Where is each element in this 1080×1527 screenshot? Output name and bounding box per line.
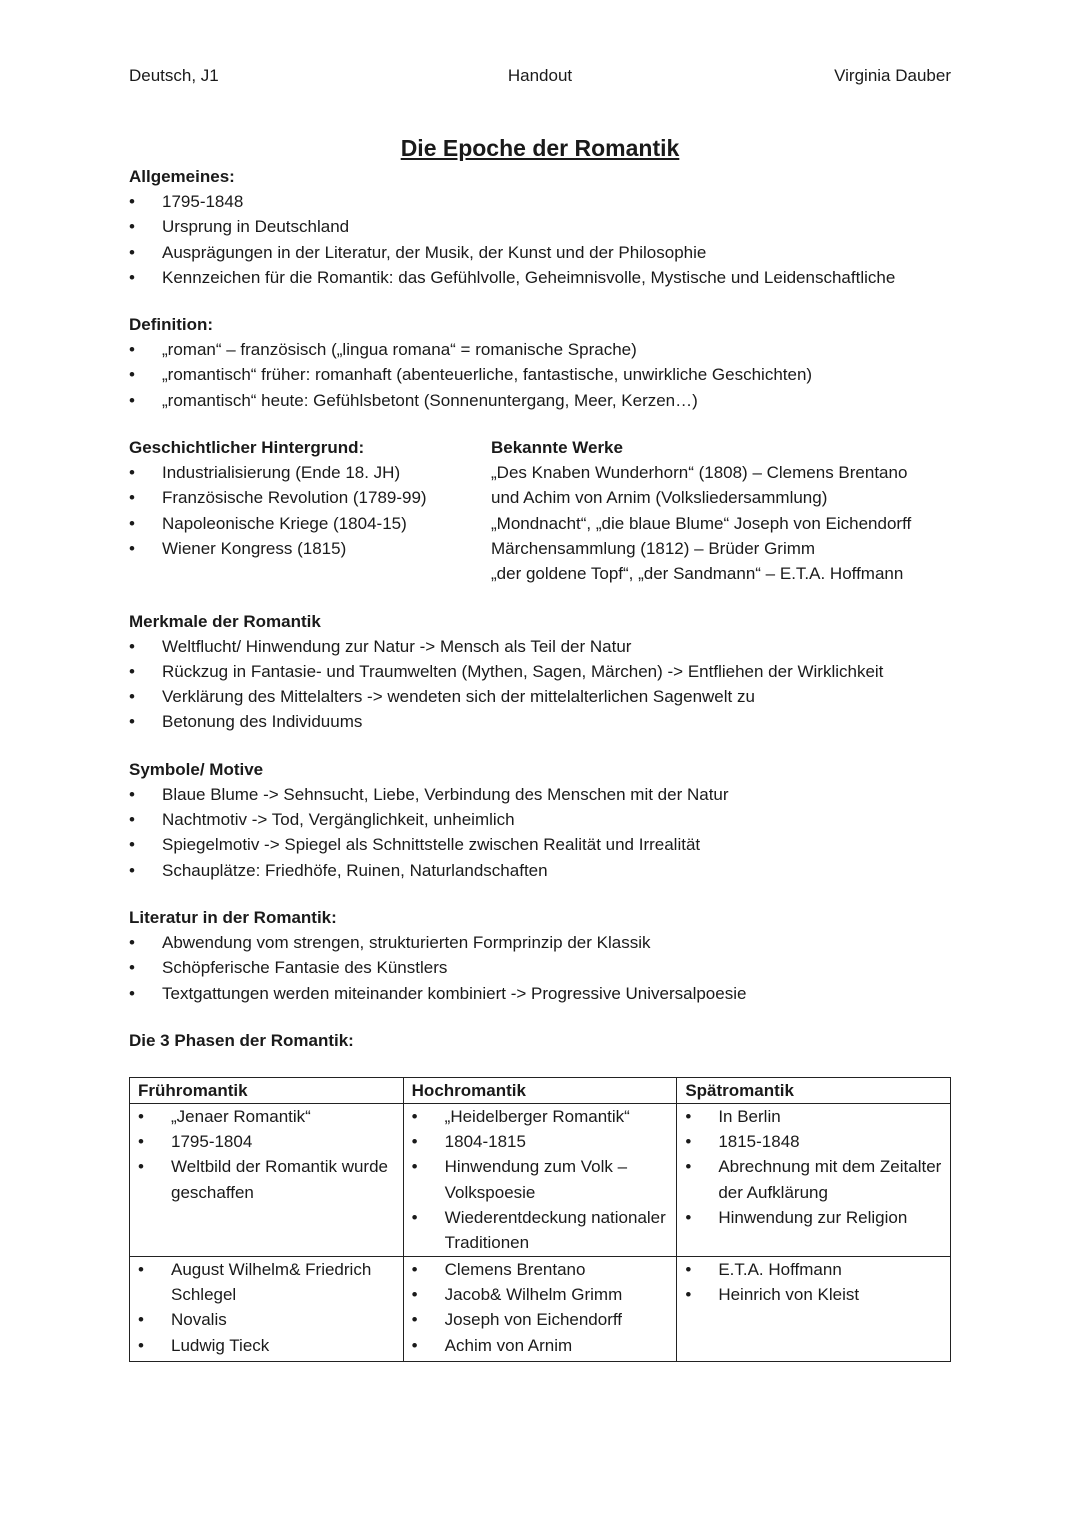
table-cell — [677, 1256, 951, 1361]
list-item: • Heinrich von Kleist — [685, 1282, 942, 1307]
list-item: • Kennzeichen für die Romantik: das Gefühlvolle, Geheimnisvolle, Mystische und Leidenschaftliche — [129, 265, 951, 290]
section-literatur — [129, 905, 951, 1006]
list-item: • Abrechnung mit dem Zeitalter der Aufklärung — [685, 1154, 942, 1205]
list-item: • Abwendung vom strengen, strukturierten Formprinzip der Klassik — [129, 930, 951, 955]
section-hintergrund — [129, 435, 491, 586]
column-header: Hochromantik — [403, 1077, 677, 1103]
section-phasen — [129, 1028, 951, 1362]
section-history-and-works — [129, 435, 951, 586]
table-cell — [130, 1256, 404, 1361]
table-cell — [403, 1256, 677, 1361]
list-item: • 1795-1848 — [129, 189, 951, 214]
list-item: • Verklärung des Mittelalters -> wendeten sich der mittelalterlichen Sagenwelt zu — [129, 684, 951, 709]
section-heading: Bekannte Werke — [491, 438, 623, 458]
header-subject: Deutsch, J1 — [129, 66, 219, 85]
list-item: • Ludwig Tieck — [138, 1333, 395, 1358]
text-line: „der goldene Topf“, „der Sandmann“ – E.T.A. Hoffmann — [491, 564, 904, 584]
list-item: • 1795-1804 — [138, 1129, 395, 1154]
text-line: „Mondnacht“, „die blaue Blume“ Joseph von Eichendorff — [491, 513, 912, 533]
list-item: • Textgattungen werden miteinander kombiniert -> Progressive Universalpoesie — [129, 981, 951, 1006]
list-item: • Clemens Brentano — [412, 1257, 669, 1282]
phases-table — [129, 1077, 951, 1362]
column-header: Frühromantik — [130, 1077, 404, 1103]
section-werke — [491, 435, 951, 586]
page-title: Die Epoche der Romantik — [400, 135, 680, 161]
list-item: • Hinwendung zur Religion — [685, 1205, 942, 1230]
list-item: • „roman“ – französisch („lingua romana“ = romanische Sprache) — [129, 337, 951, 362]
text-line: „Des Knaben Wunderhorn“ (1808) – Clemens Brentano — [491, 463, 908, 483]
list-item: • Schauplätze: Friedhöfe, Ruinen, Naturlandschaften — [129, 858, 951, 883]
list-item: • In Berlin — [685, 1104, 942, 1129]
column-header: Spätromantik — [677, 1077, 951, 1103]
list-item: • „Jenaer Romantik“ — [138, 1104, 395, 1129]
list-item: • Nachtmotiv -> Tod, Vergänglichkeit, unheimlich — [129, 807, 951, 832]
header-type: Handout — [507, 66, 573, 85]
list-item: • „Heidelberger Romantik“ — [412, 1104, 669, 1129]
table-row — [130, 1256, 951, 1361]
section-heading: Geschichtlicher Hintergrund: — [129, 438, 365, 458]
list-item: • 1804-1815 — [412, 1129, 669, 1154]
table-header-row — [130, 1077, 951, 1103]
list-item: • „romantisch“ früher: romanhaft (abenteuerliche, fantastische, unwirkliche Geschichten) — [129, 362, 951, 387]
list-item: • Jacob& Wilhelm Grimm — [412, 1282, 669, 1307]
list-item: • Wiederentdeckung nationaler Traditionen — [412, 1205, 669, 1256]
list-item: • Ursprung in Deutschland — [129, 214, 951, 239]
list-item: • Hinwendung zum Volk – Volkspoesie — [412, 1154, 669, 1205]
section-definition — [129, 312, 951, 413]
section-heading: Definition: — [129, 315, 214, 335]
list-item: • Wiener Kongress (1815) — [129, 536, 491, 561]
list-item: • „romantisch“ heute: Gefühlsbetont (Sonnenuntergang, Meer, Kerzen…) — [129, 388, 951, 413]
list-item: • Blaue Blume -> Sehnsucht, Liebe, Verbindung des Menschen mit der Natur — [129, 782, 951, 807]
list-item: • Joseph von Eichendorff — [412, 1307, 669, 1332]
list-item: • August Wilhelm& Friedrich Schlegel — [138, 1257, 395, 1308]
list-item: • Industrialisierung (Ende 18. JH) — [129, 460, 491, 485]
section-heading: Die 3 Phasen der Romantik: — [129, 1030, 354, 1050]
list-item: • Rückzug in Fantasie- und Traumwelten (Mythen, Sagen, Märchen) -> Entfliehen der Wirklichkeit — [129, 659, 951, 684]
list-item: • Achim von Arnim — [412, 1333, 669, 1358]
table-cell — [677, 1103, 951, 1256]
table-row — [130, 1103, 951, 1256]
section-heading: Literatur in der Romantik: — [129, 907, 337, 927]
section-heading: Allgemeines: — [129, 167, 235, 186]
list-item: • Spiegelmotiv -> Spiegel als Schnittstelle zwischen Realität und Irrealität — [129, 832, 951, 857]
header-author: Virginia Dauber — [834, 66, 951, 85]
list-item: • Betonung des Individuums — [129, 709, 951, 734]
list-item: • Ausprägungen in der Literatur, der Musik, der Kunst und der Philosophie — [129, 240, 951, 265]
handout-page — [129, 64, 951, 1362]
section-heading: Merkmale der Romantik — [129, 611, 321, 631]
list-item: • E.T.A. Hoffmann — [685, 1257, 942, 1282]
section-merkmale — [129, 609, 951, 735]
list-item: • Schöpferische Fantasie des Künstlers — [129, 955, 951, 980]
list-item: • 1815-1848 — [685, 1129, 942, 1154]
section-heading: Symbole/ Motive — [129, 759, 264, 779]
list-item: • Französische Revolution (1789-99) — [129, 485, 491, 510]
list-item: • Napoleonische Kriege (1804-15) — [129, 511, 491, 536]
list-item: • Novalis — [138, 1307, 395, 1332]
list-item: • Weltbild der Romantik wurde geschaffen — [138, 1154, 395, 1205]
table-cell — [403, 1103, 677, 1256]
text-line: und Achim von Arnim (Volksliedersammlung) — [491, 488, 828, 508]
section-allgemeines — [129, 164, 951, 290]
section-symbole — [129, 757, 951, 883]
table-cell — [130, 1103, 404, 1256]
page-header — [129, 64, 951, 88]
text-line: Märchensammlung (1812) – Brüder Grimm — [491, 538, 816, 558]
list-item: • Weltflucht/ Hinwendung zur Natur -> Mensch als Teil der Natur — [129, 634, 951, 659]
